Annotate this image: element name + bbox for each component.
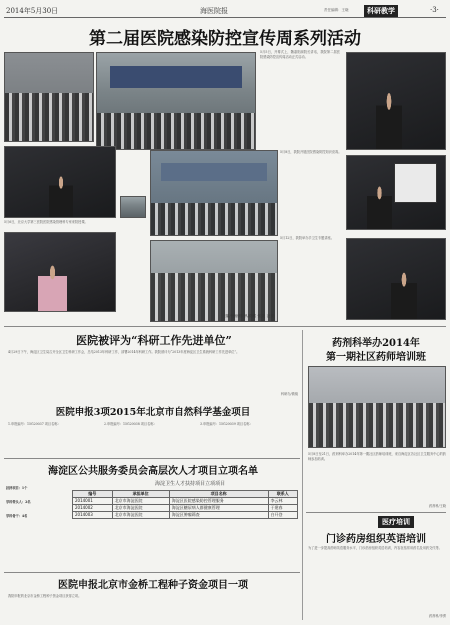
week-caption-2: 5月6日，北京大学第三医院医院感染管理科专家来院授课。 xyxy=(4,220,88,224)
table-header: 承担单位 xyxy=(112,491,169,498)
table-cell: 北京市海淀医院 xyxy=(112,512,169,519)
lecture-photo xyxy=(4,146,116,218)
table-header: 编号 xyxy=(73,491,113,498)
advanced-byline: 科研办/微镜 xyxy=(280,392,298,396)
masthead-paper-name: 海医院报 xyxy=(200,7,228,15)
advanced-headline: 医院被评为“科研工作先进单位” xyxy=(76,334,232,347)
beijing-fund-body: 我院申报的北京市金桥工程种子资金项目获得立项。 xyxy=(8,594,82,598)
medical-eng-body: 为了进一步提高药师英语服务水平，门诊药房组织英语培训，内容包括常用药名及用药交代等。 xyxy=(308,546,442,550)
divider-2 xyxy=(4,458,300,459)
table-header-row xyxy=(73,491,298,498)
medical-eng-tag: 医疗培训 xyxy=(378,516,414,528)
section-divider xyxy=(4,326,446,327)
table-cell: 2014002 xyxy=(73,505,113,512)
table-cell: 北京市海淀医院 xyxy=(112,505,169,512)
week-caption-1: 5月5日，开幕式上，魏嘉阳副院长讲话，我院第二届医院感染防控宣传周活动正式启动。 xyxy=(260,50,340,59)
masthead-section: 科研教学 xyxy=(364,5,398,17)
pharmacy-photo xyxy=(308,366,446,448)
classroom-photo xyxy=(150,240,278,322)
haidian-headline: 海淀区公共服务委员会高层次人才项目立项名单 xyxy=(48,466,258,477)
speaker-photo-1 xyxy=(346,52,446,150)
beijing-fund-headline: 医院申报北京市金桥工程种子资金项目一项 xyxy=(58,580,248,591)
pharmacy-body: 5月8日至21日，药剂科举办2014年第一期社区药师培训班，来自海淀区各社区卫生服务中心的药师参加培训。 xyxy=(308,452,446,461)
table-row xyxy=(73,498,298,505)
table-header: 项目名称 xyxy=(169,491,268,498)
nsfc-item-2: 2.申报编号：15G20038 项目名称： xyxy=(104,422,157,426)
table-header: 联系人 xyxy=(268,491,297,498)
week-headline: 第二届医院感染防控宣传周系列活动 xyxy=(89,29,361,49)
medical-eng-byline: 药剂科/李勇 xyxy=(428,614,446,618)
table-row xyxy=(73,505,298,512)
week-credit: 编/杨丽娜 从晓曦 张炎 汪涓 xyxy=(225,314,275,318)
pharmacy-headline-1: 药剂科举办2014年 xyxy=(332,338,420,349)
table-cell: 李云林 xyxy=(268,498,297,505)
nsfc-item-1: 1.申报编号：15G20037 项目名称： xyxy=(8,422,61,426)
medical-eng-headline: 门诊药房组织英语培训 xyxy=(326,534,426,545)
table-cell: 北京市海淀医院 xyxy=(112,498,169,505)
masthead-date: 2014年5月30日 xyxy=(6,7,59,15)
week-caption-4: 5月12日，我院举办手卫生专题讲座。 xyxy=(280,236,334,240)
table-cell: 于建春 xyxy=(268,505,297,512)
haidian-table xyxy=(72,490,298,519)
pharmacy-byline: 药剂科/王晓 xyxy=(428,504,446,508)
haidian-sidebar-body xyxy=(6,522,66,562)
audience-photo xyxy=(120,196,146,218)
table-cell: 海淀区糖尿病人群健康管理 xyxy=(169,505,268,512)
haidian-table-title: 海淀卫生人才扶持项目立项项目 xyxy=(154,481,225,487)
stage-photo xyxy=(150,150,278,236)
masthead-editor: 责任编辑：王晓 xyxy=(324,8,349,12)
divider-3 xyxy=(306,512,446,513)
haidian-sidebar-2: 学科带头人：2名 xyxy=(6,500,31,504)
column-divider xyxy=(302,330,303,620)
workshop-photo-left xyxy=(4,52,94,142)
masthead-page: ·3· xyxy=(430,6,439,14)
speaker-photo-2 xyxy=(346,155,446,230)
table-cell: 2014001 xyxy=(73,498,113,505)
divider-4 xyxy=(4,572,300,573)
table-row xyxy=(73,512,298,519)
week-caption-3: 5月8日，我院开展医院感染防控知识竞赛。 xyxy=(280,150,342,154)
table-cell: 2014003 xyxy=(73,512,113,519)
advanced-body: 4月29日下午，海淀区卫生局召开全区卫生科研工作会，总结2013年科研工作，部署2014年科研工作。我院被评为“2013年度海淀区卫生系统科研工作先进单位”。 xyxy=(8,350,240,354)
pharmacy-headline-2: 第一期社区药师培训班 xyxy=(326,352,426,363)
table-cell: 海淀区医院感染防控管理服务 xyxy=(169,498,268,505)
ceremony-photo xyxy=(96,52,256,150)
table-cell: 海淀区肿瘤筛查 xyxy=(169,512,268,519)
nsfc-item-3: 3.申报编号：15G20039 项目名称： xyxy=(200,422,253,426)
table-cell: 白开登 xyxy=(268,512,297,519)
nsfc-headline: 医院申报3项2015年北京市自然科学基金项目 xyxy=(55,407,251,418)
masthead xyxy=(4,4,446,18)
speaker-photo-3 xyxy=(346,238,446,320)
pink-speaker-photo xyxy=(4,232,116,312)
haidian-sidebar-1: 扶持项目：1个 xyxy=(6,486,28,490)
haidian-sidebar-3: 学科骨干：4名 xyxy=(6,514,28,518)
